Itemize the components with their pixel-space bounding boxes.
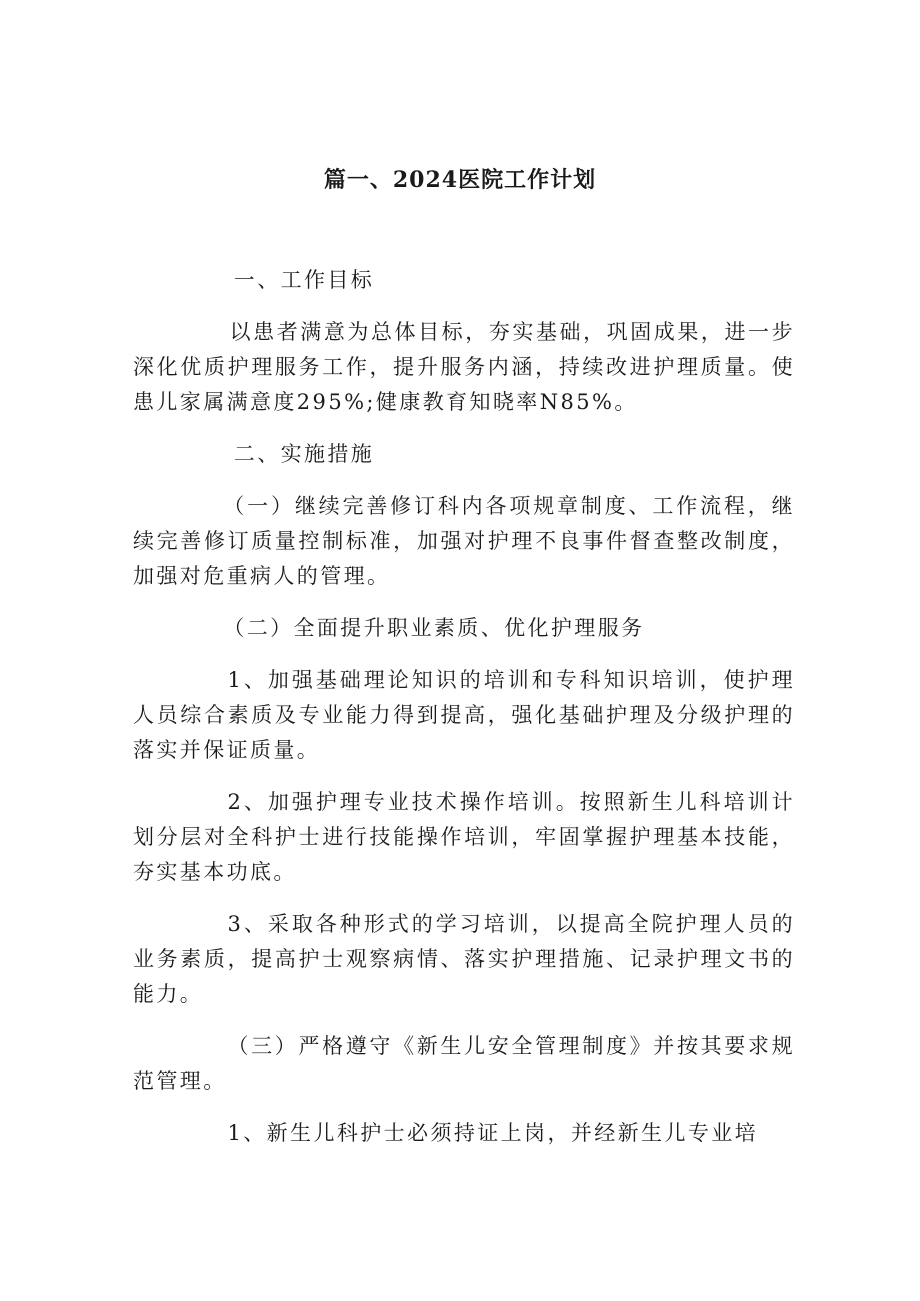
paragraph-item-1: 1、加强基础理论知识的培训和专科知识培训，使护理人员综合素质及专业能力得到提高，强化基础护理及分级护理的落实并保证质量。 bbox=[133, 668, 795, 762]
paragraph-measure-3: （三）严格遵守《新生儿安全管理制度》并按其要求规范管理。 bbox=[133, 1034, 795, 1093]
heading-measures: 二、实施措施 bbox=[233, 442, 375, 466]
document-title: 篇一、2024医院工作计划 bbox=[323, 167, 597, 193]
paragraph-item-2: 2、加强护理专业技术操作培训。按照新生儿科培训计划分层对全科护士进行技能操作培训，牢固掌握护理基本技能，夯实基本功底。 bbox=[133, 790, 795, 884]
heading-measure-2: （二）全面提升职业素质、优化护理服务 bbox=[223, 616, 645, 640]
document-body bbox=[133, 263, 795, 1151]
paragraph-goal-text: 以患者满意为总体目标，夯实基础，巩固成果，进一步深化优质护理服务工作，提升服务内涵，持续改进护理质量。使患儿家属满意度295%;健康教育知晓率N85%。 bbox=[133, 320, 795, 414]
paragraph-item-3: 3、采取各种形式的学习培训，以提高全院护理人员的业务素质，提高护士观察病情、落实护理措施、记录护理文书的能力。 bbox=[133, 912, 795, 1006]
paragraph-measure-1: （一）继续完善修订科内各项规章制度、工作流程，继续完善修订质量控制标准，加强对护理不良事件督查整改制度，加强对危重病人的管理。 bbox=[133, 494, 795, 588]
paragraph-item-3-1: 1、新生儿科护士必须持证上岗，并经新生儿专业培 bbox=[227, 1121, 759, 1145]
heading-work-goal: 一、工作目标 bbox=[233, 268, 375, 292]
